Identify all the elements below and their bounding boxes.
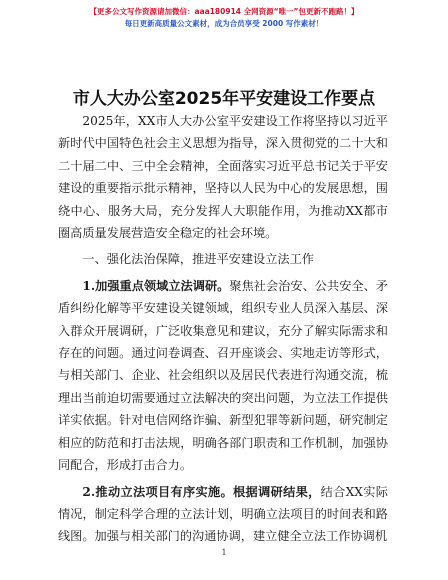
document-body — [58, 110, 388, 548]
header-banner — [0, 6, 448, 30]
item-2-body-bold: 根据调研结果， — [233, 484, 321, 499]
item-2-body: 结合XX实际情况，制定科学合理的立法计划，明确立法项目的时间表和路线图。加强与相关部门的沟通协调，建立健全立法工作协调机 — [58, 484, 388, 544]
item-2-paragraph — [58, 481, 388, 548]
banner-line-1: 【更多公文写作资源请加微信：aaa180914 全网资源“唯一”包更新不跑路！】 — [89, 7, 359, 16]
item-2-lead: 2.推动立法项目有序实施。 — [82, 484, 234, 499]
document-title: 市人大办公室2025年平安建设工作要点 — [72, 89, 376, 109]
item-1-body: 聚焦社会治安、公共安全、矛盾纠纷化解等平安建设关键领域，组织专业人员深入基层、深入群众开展调研，广泛收集意见和建议，充分了解实际需求和存在的问题。通过问卷调查、召开座谈会、实地走访等形式，与相关部门、企业、社会组织以及居民代表进行沟通交流，梳理出当前迫切需要通过立法解决的突出问题，为立法工作提供详实依据。针对电信网络诈骗、新型犯罪等新问题，研究制定相应的防范和打击法规，明确各部门职责和工作机制，加强协同配合，形成打击合力。 — [58, 278, 388, 473]
item-1-paragraph — [58, 275, 388, 477]
page-number: 1 — [221, 548, 227, 557]
banner-line-2: 每日更新高质量公文素材，成为合员享受 2000 写作素材！ — [124, 19, 324, 28]
intro-paragraph: 2025年，XX市人大办公室平安建设工作将坚持以习近平新时代中国特色社会主义思想为指导，深入贯彻党的二十大和二十届二中、三中全会精神，全面落实习近平总书记关于平安建设的重要指示批示精神，坚持以人民为中心的发展思想，围绕中心、服务大局，充分发挥人大职能作用，为推动XX都市圈高质量发展营造安全稳定的社会环境。 — [58, 114, 388, 241]
item-1-lead: 1.加强重点领域立法调研。 — [82, 278, 230, 293]
section-heading: 一、强化法治保障，推进平安建设立法工作 — [82, 252, 314, 267]
